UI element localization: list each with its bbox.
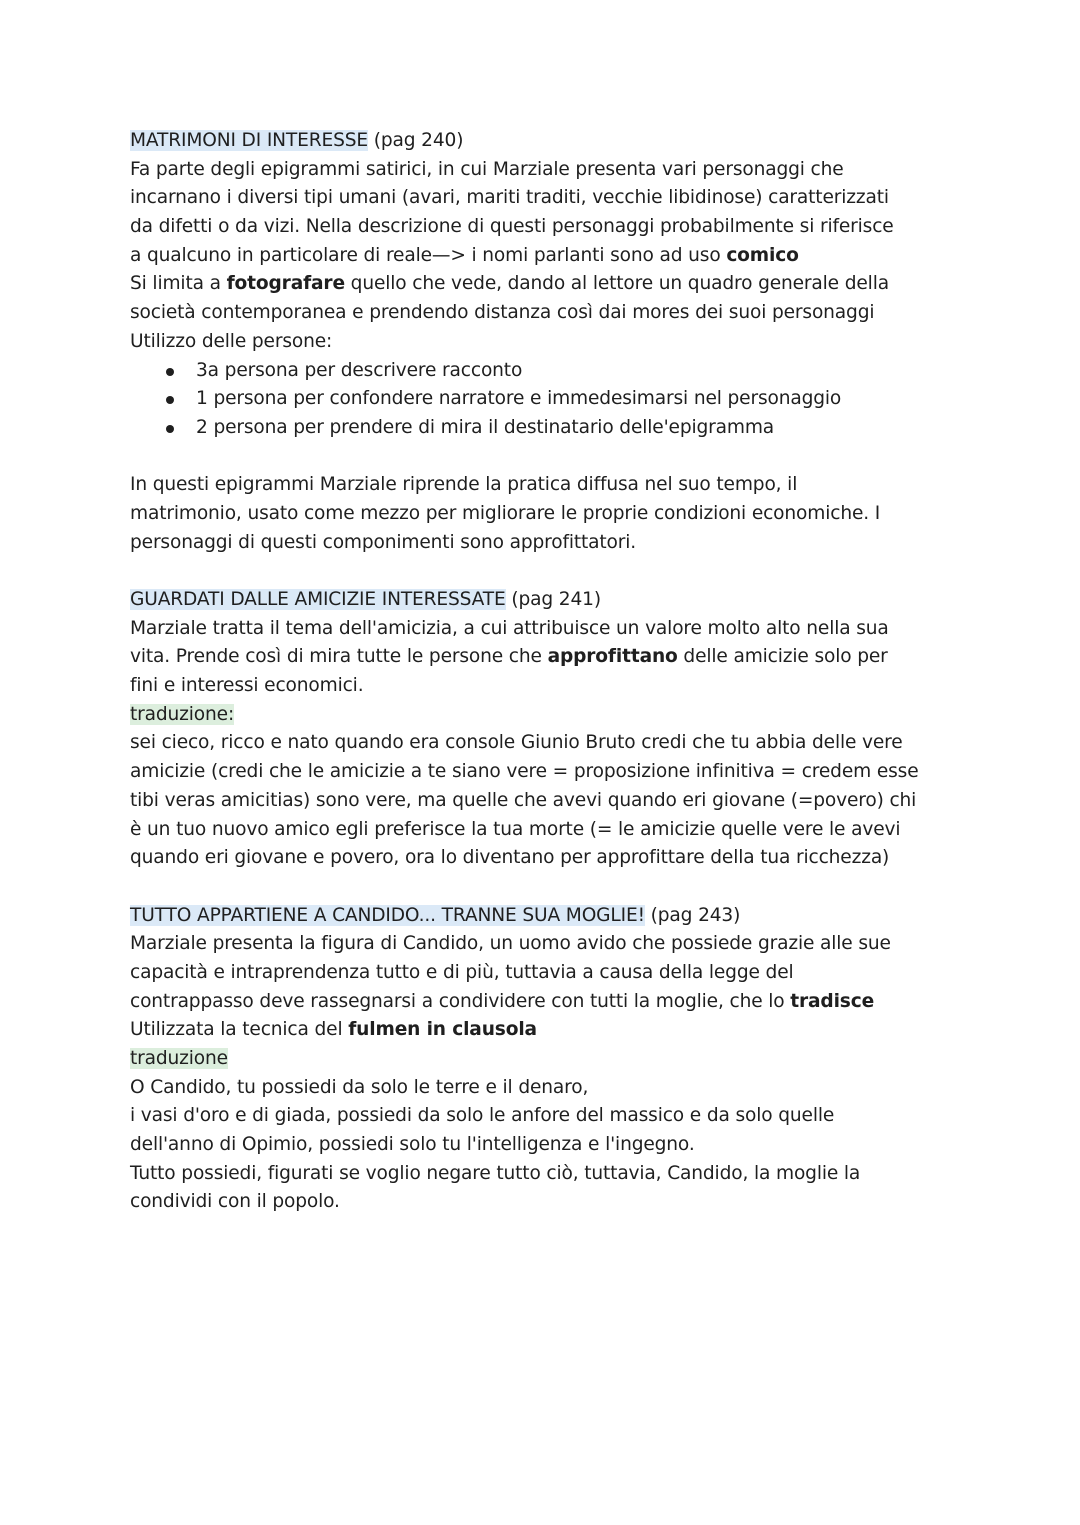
translation-label-line xyxy=(130,701,960,730)
text-line: matrimonio, usato come mezzo per migliorare le proprie condizioni economiche. I xyxy=(130,502,881,524)
spacer xyxy=(130,873,960,902)
text-line xyxy=(130,1016,960,1045)
text-line: Tutto possiedi, figurati se voglio negare tutto ciò, tuttavia, Candido, la moglie la xyxy=(130,1162,861,1184)
text-line: Marziale presenta la figura di Candido, un uomo avido che possiede grazie alle sue xyxy=(130,933,891,955)
bold-text: comico xyxy=(726,244,799,266)
list-item-text: 1 persona per confondere narratore e immedesimarsi nel personaggio xyxy=(196,388,842,410)
text-span: quello che vede, dando al lettore un quadro generale della xyxy=(344,273,889,295)
document-page xyxy=(130,127,960,1217)
text-line xyxy=(130,988,960,1017)
list-item-text: 3a persona per descrivere racconto xyxy=(196,359,523,381)
text-line: Fa parte degli epigrammi satirici, in cui Marziale presenta vari personaggi che xyxy=(130,158,844,180)
spacer xyxy=(130,443,960,472)
text-span: vita. Prende così di mira tutte le persone che xyxy=(130,646,548,668)
text-line: condividi con il popolo. xyxy=(130,1191,340,1213)
section1-title: MATRIMONI DI INTERESSE xyxy=(130,130,368,151)
bold-text: fulmen in clausola xyxy=(348,1019,537,1041)
bold-text: approfittano xyxy=(547,646,678,668)
text-line xyxy=(130,242,960,271)
section1-page-ref: (pag 240) xyxy=(368,130,464,151)
text-line: quando eri giovane e povero, ora lo diventano per approfittare della tua ricchezza) xyxy=(130,847,890,869)
text-line: Utilizzo delle persone: xyxy=(130,330,333,352)
section2-heading xyxy=(130,586,960,615)
text-line xyxy=(130,643,960,672)
section3-title: TUTTO APPARTIENE A CANDIDO... TRANNE SUA MOGLIE! xyxy=(130,904,645,926)
translation-label: traduzione: xyxy=(130,703,235,725)
text-line: incarnano i diversi tipi umani (avari, mariti traditi, vecchie libidinose) caratterizzati xyxy=(130,187,889,209)
text-line: Marziale tratta il tema dell'amicizia, a cui attribuisce un valore molto alto nella sua xyxy=(130,617,889,639)
bold-text: tradisce xyxy=(790,990,875,1012)
text-line: è un tuo nuovo amico egli preferisce la tua morte (= le amicizie quelle vere le avevi xyxy=(130,818,901,840)
text-line: personaggi di questi componimenti sono approfittatori. xyxy=(130,531,637,553)
text-span: delle amicizie solo per xyxy=(677,646,888,668)
bullet-icon xyxy=(166,368,174,376)
text-line: società contemporanea e prendendo distanza così dai mores dei suoi personaggi xyxy=(130,302,875,324)
section1-heading xyxy=(130,127,960,156)
text-line: sei cieco, ricco e nato quando era console Giunio Bruto credi che tu abbia delle vere xyxy=(130,732,903,754)
list-item xyxy=(130,357,960,386)
bullet-icon xyxy=(166,396,174,404)
text-line: fini e interessi economici. xyxy=(130,675,364,697)
text-span: a qualcuno in particolare di reale—> i nomi parlanti sono ad uso xyxy=(130,244,727,266)
text-span: Utilizzata la tecnica del xyxy=(130,1019,349,1041)
translation-label: traduzione xyxy=(130,1048,228,1069)
list-item-text: 2 persona per prendere di mira il destinatario delle'epigramma xyxy=(196,416,775,438)
text-line: capacità e intraprendenza tutto e di più, tuttavia a causa della legge del xyxy=(130,961,794,983)
bold-text: fotografare xyxy=(226,273,345,295)
section2-title: GUARDATI DALLE AMICIZIE INTERESSATE xyxy=(130,589,506,610)
text-span: contrappasso deve rassegnarsi a condividere con tutti la moglie, che lo xyxy=(130,990,791,1012)
text-line: da difetti o da vizi. Nella descrizione di questi personaggi probabilmente si riferisce xyxy=(130,216,894,238)
list-item xyxy=(130,414,960,443)
text-line xyxy=(130,270,960,299)
text-span: Si limita a xyxy=(130,273,227,295)
text-line: i vasi d'oro e di giada, possiedi da solo le anfore del massico e da solo quelle xyxy=(130,1105,835,1127)
translation-label-line xyxy=(130,1045,960,1074)
section3-page-ref: (pag 243) xyxy=(644,904,741,926)
list-item xyxy=(130,385,960,414)
text-line: In questi epigrammi Marziale riprende la pratica diffusa nel suo tempo, il xyxy=(130,474,798,496)
text-line: amicizie (credi che le amicizie a te siano vere = proposizione infinitiva = credem esse xyxy=(130,761,919,783)
section3-heading xyxy=(130,902,960,931)
bullet-icon xyxy=(166,425,174,433)
bullet-list xyxy=(130,357,960,443)
spacer xyxy=(130,557,960,586)
text-line: dell'anno di Opimio, possiedi solo tu l'intelligenza e l'ingegno. xyxy=(130,1134,695,1156)
section2-page-ref: (pag 241) xyxy=(505,589,601,610)
text-line: tibi veras amicitias) sono vere, ma quelle che avevi quando eri giovane (=povero) chi xyxy=(130,789,917,811)
text-line: O Candido, tu possiedi da solo le terre e il denaro, xyxy=(130,1076,589,1098)
